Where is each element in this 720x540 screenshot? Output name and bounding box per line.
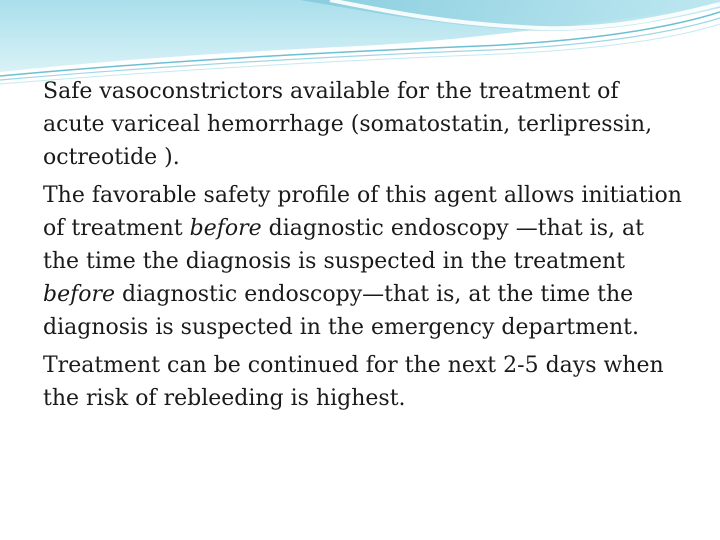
- paragraph-treatment-duration: Treatment can be continued for the next 2-5 days when the risk of rebleeding is highest.: [43, 353, 664, 411]
- paragraph-segment: diagnostic endoscopy —that is, at the time the diagnosis is suspected in the treatment: [43, 216, 644, 274]
- body-text: [43, 75, 683, 420]
- paragraph-safety-profile: [43, 179, 683, 344]
- emphasis-before: before: [189, 216, 262, 241]
- paragraph-segment: diagnostic endoscopy—that is, at the time the diagnosis is suspected in the emergency department.: [43, 282, 639, 340]
- paragraph-segment: The favorable safety profile of this agent allows initiation of treatment: [43, 183, 682, 241]
- paragraph-vasoconstrictors: Safe vasoconstrictors available for the treatment of acute variceal hemorrhage (somatostatin, terlipressin, octreotide ).: [43, 79, 653, 170]
- emphasis-before: before: [43, 282, 116, 307]
